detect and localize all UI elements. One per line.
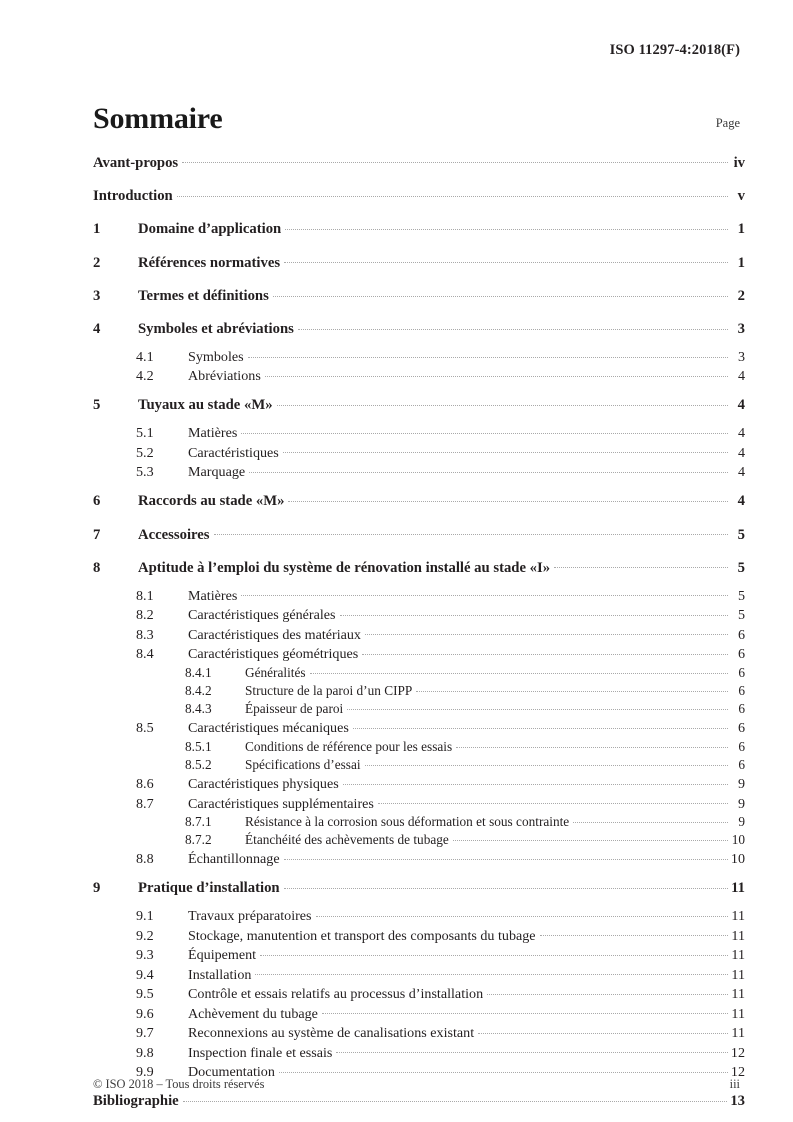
toc-dot-leader [316,906,728,920]
toc-entry-label: Spécifications d’essai [245,757,361,773]
toc-entry-number: 8.7.2 [185,832,212,848]
toc-entry-page-number: 11 [731,880,745,897]
toc-entry[interactable] [93,624,745,644]
toc-entry-label: Achèvement du tubage [188,1005,318,1022]
toc-entry-label: Reconnexions au système de canalisations existant [188,1025,475,1042]
toc-entry-number: 8.4.2 [185,682,212,698]
toc-entry-label: Pratique d’installation [138,880,280,897]
toc-entry-number: 9.3 [136,947,154,964]
toc-entry[interactable] [93,366,745,386]
toc-entry-page-number: 5 [737,526,745,543]
toc-entry-number: 8.6 [136,776,154,792]
toc-entry-label: Structure de la paroi d’un CIPP [245,682,413,698]
toc-dot-leader [456,738,728,751]
toc-dot-leader [284,849,728,863]
toc-dot-leader [283,443,728,457]
toc-entry-number: 5.3 [136,464,154,481]
toc-dot-leader [288,491,728,506]
toc-entry[interactable] [93,831,745,849]
toc-entry-number: 7 [93,526,101,543]
toc-entry-label: Conditions de référence pour les essais [245,738,453,754]
toc-entry[interactable] [93,774,745,794]
toc-title-row [93,104,740,134]
toc-dot-leader [487,984,728,998]
toc-entry-page-number: 9 [737,795,745,812]
toc-entry-page-number: 6 [738,682,745,698]
toc-entry-label: Généralités [245,664,306,680]
toc-entry[interactable] [93,462,745,482]
toc-entry-label: Travaux préparatoires [188,908,312,925]
toc-entry-number: 9.4 [136,966,154,983]
toc-dot-leader [416,682,728,695]
toc-entry-number: 9.5 [136,986,154,1003]
toc-entry[interactable] [93,585,745,605]
toc-dot-leader [183,1091,728,1106]
toc-entry-label: Caractéristiques générales [188,607,336,624]
toc-dot-leader [285,219,728,234]
toc-entry-page-number: 6 [737,646,745,663]
toc-dot-leader [273,285,728,300]
toc-dot-leader [453,831,728,844]
toc-dot-leader [214,524,728,539]
toc-entry-number: 1 [93,221,101,238]
page-column-header: Page [715,116,740,130]
toc-entry[interactable] [93,423,745,443]
toc-entry-number: 9.7 [136,1025,154,1042]
toc-entry-number: 4.1 [136,348,154,365]
toc-entry-page-number: v [737,187,745,204]
copyright-notice: © ISO 2018 – Tous droits réservés [93,1077,265,1091]
toc-entry-page-number: 3 [737,321,745,338]
toc-dot-leader [182,152,728,167]
toc-entry-label: Échantillonnage [188,851,280,868]
toc-entry-label: Aptitude à l’emploi du système de rénovation installé au stade «I» [138,559,551,576]
page-folio: iii [729,1077,740,1091]
toc-dot-leader [265,366,728,380]
toc-entry-label: Caractéristiques [188,444,279,461]
toc-entry-number: 8.5 [136,720,154,737]
toc-entry-number: 2 [93,254,101,271]
toc-dot-leader [347,700,728,713]
toc-entry-page-number: 6 [738,738,745,754]
toc-dot-leader [260,945,728,959]
toc-dot-leader [365,624,728,638]
toc-entry[interactable] [93,219,745,243]
toc-dot-leader [353,718,728,732]
toc-entry-number: 9.2 [136,927,154,944]
toc-entry-number: 8.1 [136,587,154,604]
toc-entry[interactable] [93,906,745,926]
toc-entry-label: Avant-propos [93,154,179,171]
toc-entry[interactable] [93,793,745,813]
toc-entry-page-number: 11 [731,927,745,944]
toc-entry-number: 9.8 [136,1044,154,1061]
toc-dot-leader [310,663,728,676]
toc-dot-leader [284,252,728,267]
toc-entry-label: Résistance à la corrosion sous déformation et sous contrainte [245,814,570,830]
toc-entry[interactable] [93,663,745,681]
toc-entry-page-number: 12 [730,1044,745,1061]
toc-entry[interactable] [93,965,745,985]
toc-entry-label: Caractéristiques mécaniques [188,720,349,737]
toc-entry-label: Raccords au stade «M» [138,493,285,510]
toc-entry-page-number: 11 [731,966,745,983]
toc-entry-page-number: 11 [731,1025,745,1042]
toc-entry[interactable] [93,491,745,515]
toc-dot-leader [241,423,728,437]
toc-entry[interactable] [93,285,745,309]
toc-entry-label: Termes et définitions [138,287,269,304]
toc-entry-label: Contrôle et essais relatifs au processus d’installation [188,986,484,1003]
toc-dot-leader [322,1004,728,1018]
toc-entry-page-number: 5 [737,587,745,604]
toc-entry-page-number: 11 [731,986,745,1003]
toc-entry[interactable] [93,1023,745,1043]
running-header-standard-reference: ISO 11297-4:2018(F) [609,42,740,58]
toc-entry-number: 8.5.2 [185,757,212,773]
toc-entry-label: Domaine d’application [138,221,282,238]
toc-entry[interactable] [93,738,745,756]
toc-entry-page-number: 4 [737,444,745,461]
toc-entry-page-number: 6 [737,720,745,737]
toc-entry[interactable] [93,718,745,738]
toc-entry-page-number: 2 [737,287,745,304]
toc-entry[interactable] [93,185,745,209]
toc-entry-page-number: 3 [737,348,745,365]
toc-entry-page-number: 5 [737,607,745,624]
page-footer [93,1077,740,1092]
page-title: Sommaire [93,102,223,135]
toc-dot-leader [241,585,728,599]
toc-entry-label: Marquage [188,464,246,481]
toc-entry[interactable] [93,1004,745,1024]
toc-entry-page-number: 9 [737,776,745,792]
toc-entry[interactable] [93,1043,745,1063]
toc-entry-number: 8.4 [136,646,154,663]
toc-entry-label: Matières [188,587,238,604]
toc-entry-label: Stockage, manutention et transport des composants du tubage [188,927,536,944]
toc-entry-label: Caractéristiques physiques [188,776,339,792]
toc-entry-page-number: 11 [731,908,745,925]
toc-entry-number: 4.2 [136,368,154,385]
toc-entry-page-number: 4 [737,493,745,510]
toc-entry-number: 8.7.1 [185,814,212,830]
toc-entry[interactable] [93,395,745,419]
toc-dot-leader [336,1043,727,1057]
toc-entry-number: 5 [93,397,101,414]
toc-entry-page-number: 10 [731,832,745,848]
toc-entry[interactable] [93,926,745,946]
toc-entry-label: Symboles et abréviations [138,321,294,338]
toc-entry[interactable] [93,813,745,831]
toc-dot-leader [378,793,728,807]
toc-dot-leader [284,878,728,893]
toc-dot-leader [478,1023,728,1037]
toc-entry-page-number: iv [733,154,745,171]
toc-entry-number: 8.4.3 [185,701,212,717]
toc-entry-number: 9.6 [136,1005,154,1022]
toc-entry-page-number: 12 [730,1064,745,1081]
toc-entry-page-number: 4 [737,368,745,385]
toc-entry-page-number: 6 [738,664,745,680]
toc-dot-leader [340,605,728,619]
toc-entry[interactable] [93,557,745,581]
toc-entry-number: 8.3 [136,626,154,643]
toc-entry[interactable] [93,682,745,700]
toc-dot-leader [298,318,728,333]
toc-entry[interactable] [93,443,745,463]
toc-entry-number: 9.1 [136,908,154,925]
toc-entry-label: Caractéristiques supplémentaires [188,795,374,812]
toc-dot-leader [343,774,728,788]
toc-dot-leader [573,813,728,826]
toc-entry[interactable] [93,318,745,342]
toc-entry-label: Références normatives [138,254,281,271]
toc-entry-page-number: 5 [737,559,745,576]
toc-entry-page-number: 6 [737,626,745,643]
toc-entry-number: 8.4.1 [185,664,212,680]
toc-entry-label: Caractéristiques des matériaux [188,626,361,643]
toc-entry[interactable] [93,252,745,276]
toc-entry-number: 8.8 [136,851,154,868]
toc-entry-label: Tuyaux au stade «M» [138,397,273,414]
toc-entry[interactable] [93,1091,745,1115]
toc-dot-leader [255,965,728,979]
toc-entry-page-number: 4 [737,425,745,442]
toc-entry-label: Inspection finale et essais [188,1044,333,1061]
toc-dot-leader [540,926,728,940]
toc-entry-label: Épaisseur de paroi [245,701,344,717]
toc-entry-page-number: 13 [730,1093,745,1110]
toc-entry[interactable] [93,347,745,367]
toc-entry-label: Installation [188,966,252,983]
toc-entry[interactable] [93,984,745,1004]
toc-entry-page-number: 4 [737,464,745,481]
toc-entry-page-number: 4 [737,397,745,414]
toc-entry[interactable] [93,524,745,548]
toc-entry-page-number: 11 [731,947,745,964]
toc-dot-leader [277,395,728,410]
toc-entry-label: Documentation [188,1064,275,1081]
toc-entry-label: Abréviations [188,368,261,385]
toc-entry-number: 8.7 [136,795,154,812]
toc-entry-label: Caractéristiques géométriques [188,646,359,663]
toc-dot-leader [362,644,728,658]
toc-entry-page-number: 9 [738,814,745,830]
toc-entry[interactable] [93,644,745,664]
toc-entry[interactable] [93,945,745,965]
toc-entry-number: 8 [93,559,101,576]
toc-dot-leader [177,185,728,200]
toc-entry-number: 8.5.1 [185,738,212,754]
toc-entry-label: Bibliographie [93,1093,179,1110]
toc-entry-page-number: 1 [737,221,745,238]
toc-entry-number: 5.2 [136,444,154,461]
toc-entry[interactable] [93,878,745,902]
toc-entry[interactable] [93,849,745,869]
toc-dot-leader [365,756,728,769]
toc-entry-page-number: 11 [731,1005,745,1022]
toc-entry[interactable] [93,152,745,176]
toc-dot-leader [279,1062,728,1076]
toc-dot-leader [554,557,728,572]
toc-entry-page-number: 6 [738,757,745,773]
toc-entry-page-number: 6 [738,701,745,717]
toc-entry-page-number: 1 [737,254,745,271]
toc-entry[interactable] [93,700,745,718]
toc-entry-number: 9 [93,880,101,897]
toc-dot-leader [249,462,728,476]
toc-entry-label: Matières [188,425,238,442]
toc-entry-number: 3 [93,287,101,304]
toc-entry-number: 8.2 [136,607,154,624]
toc-entry-label: Équipement [188,947,257,964]
toc-entry-page-number: 10 [730,851,745,868]
toc-entry[interactable] [93,756,745,774]
toc-entry-label: Accessoires [138,526,210,543]
toc-entry-label: Introduction [93,187,173,204]
toc-entry-number: 9.9 [136,1064,154,1081]
toc-entry-label: Étanchéité des achèvements de tubage [245,832,449,848]
table-of-contents [93,152,745,1115]
toc-entry[interactable] [93,605,745,625]
toc-entry-number: 4 [93,321,101,338]
toc-dot-leader [248,347,728,361]
toc-entry-label: Symboles [188,348,244,365]
toc-entry-number: 6 [93,493,101,510]
toc-entry-number: 5.1 [136,425,154,442]
